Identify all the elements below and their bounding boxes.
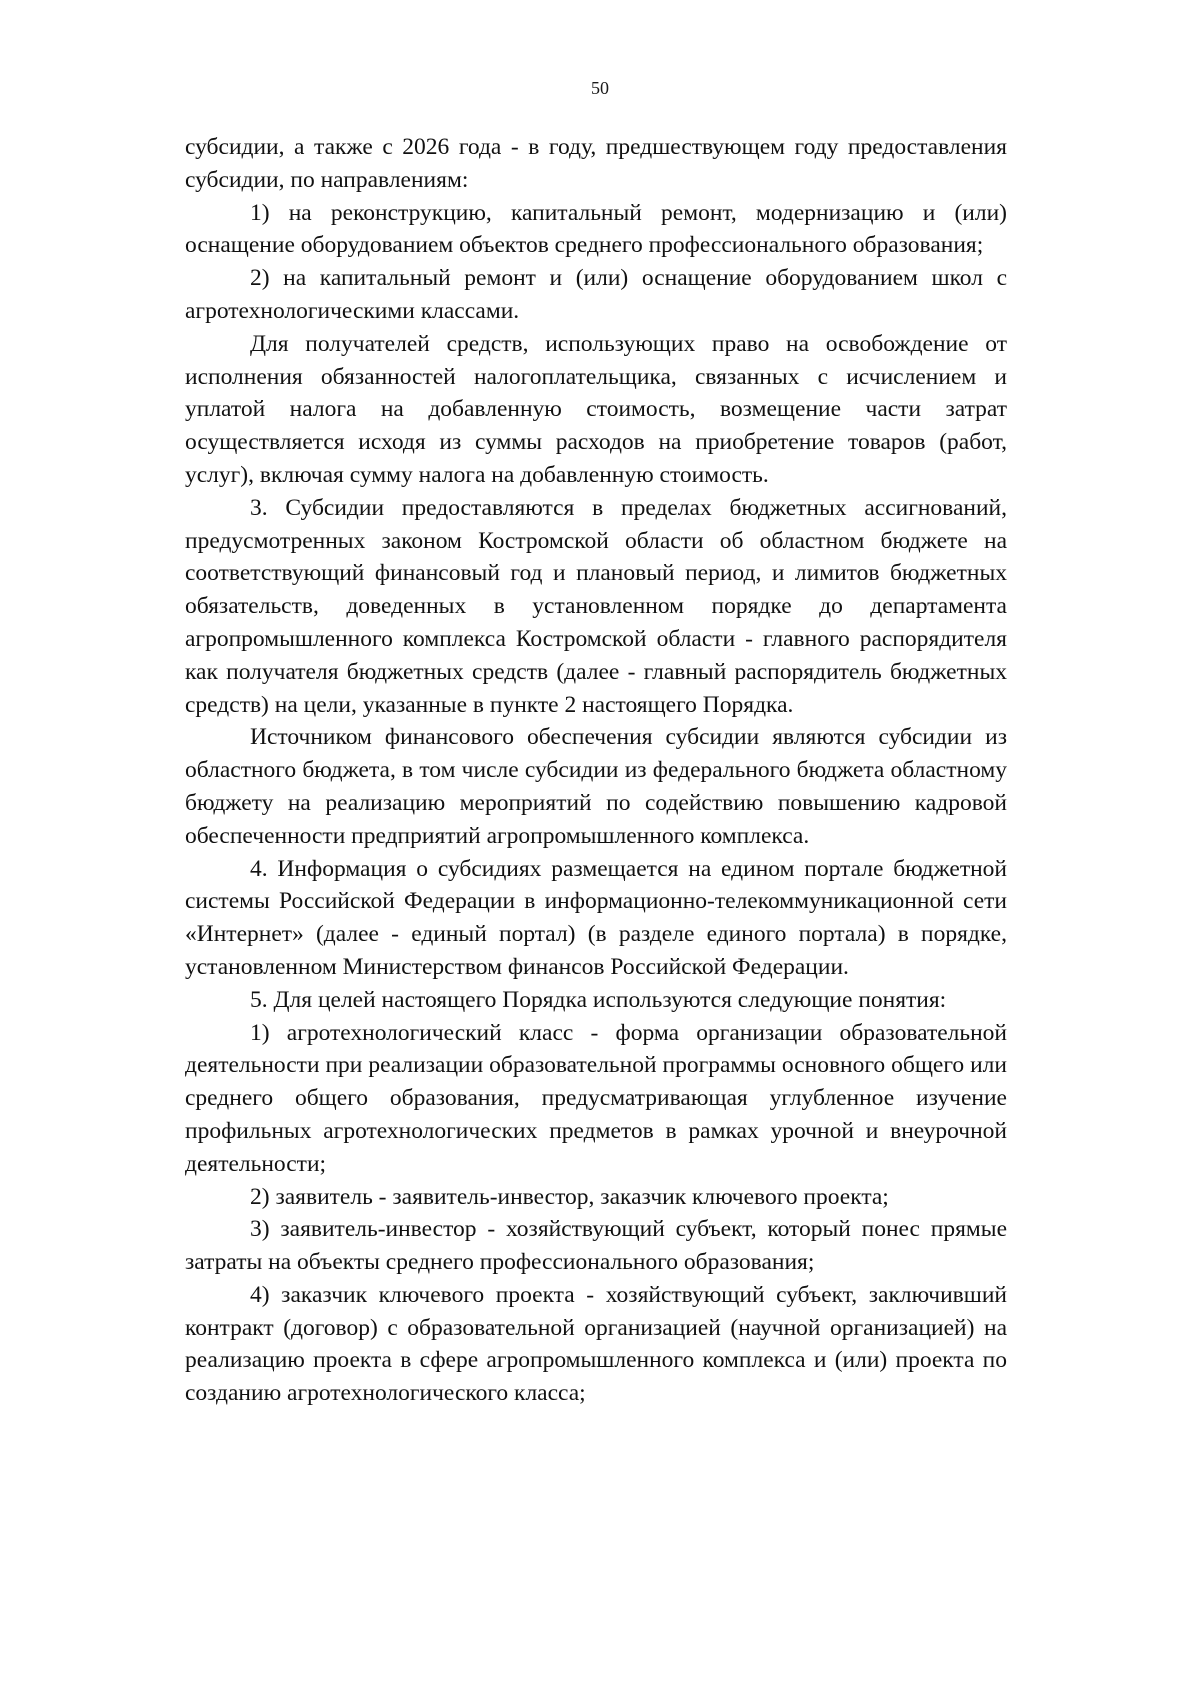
paragraph-funding-source: Источником финансового обеспечения субсидии являются субсидии из областного бюджета, в том числе субсидии из федерального бюджета областному бюджету на реализацию мероприятий по содействию повышению кадровой обеспеченности предприятий агропромышленного комплекса.: [185, 724, 1007, 849]
paragraph-direction-1: 1) на реконструкцию, капитальный ремонт, модернизацию и (или) оснащение оборудованием объектов среднего профессионального образования;: [185, 199, 1007, 259]
page-number: 50: [591, 78, 609, 98]
paragraph-vat-exemption: Для получателей средств, использующих право на освобождение от исполнения обязанностей налогоплательщика, связанных с исчислением и уплатой налога на добавленную стоимость, возмещение части затрат осуществляется исходя из суммы расходов на приобретение товаров (работ, услуг), включая сумму налога на добавленную стоимость.: [185, 330, 1007, 488]
document-body: [185, 131, 1007, 1410]
paragraph-clause-5: 5. Для целей настоящего Порядка используются следующие понятия:: [250, 986, 947, 1013]
paragraph-continuation: субсидии, а также с 2026 года - в году, предшествующем году предоставления субсидии, по направлениям:: [185, 134, 1007, 193]
definition-key-project-customer: 4) заказчик ключевого проекта - хозяйствующий субъект, заключивший контракт (договор) с образовательной организацией (научной организацией) на реализацию проекта в сфере агропромышленного комплекса и (или) проекта по созданию агротехнологического класса;: [185, 1281, 1007, 1407]
paragraph-direction-2: 2) на капитальный ремонт и (или) оснащение оборудованием школ с агротехнологическими классами.: [185, 265, 1007, 324]
definition-agrotech-class: 1) агротехнологический класс - форма организации образовательной деятельности при реализации образовательной программы основного общего или среднего общего образования, предусматривающая углубленное изучение профильных агротехнологических предметов в рамках урочной и внеурочной деятельности;: [185, 1019, 1007, 1177]
paragraph-clause-4: 4. Информация о субсидиях размещается на едином портале бюджетной системы Российской Федерации в информационно-телекоммуникационной сети «Интернет» (далее - единый портал) (в разделе единого портала) в порядке, установленном Министерством финансов Российской Федерации.: [185, 855, 1007, 980]
paragraph-clause-3: 3. Субсидии предоставляются в пределах бюджетных ассигнований, предусмотренных законом Костромской области об областном бюджете на соответствующий финансовый год и плановый период, и лимитов бюджетных обязательств, доведенных в установленном порядке до департамента агропромышленного комплекса Костромской области - главного распорядителя как получателя бюджетных средств (далее - главный распорядитель бюджетных средств) на цели, указанные в пункте 2 настоящего Порядка.: [185, 494, 1007, 718]
definition-applicant-investor: 3) заявитель-инвестор - хозяйствующий субъект, который понес прямые затраты на объекты среднего профессионального образования;: [185, 1216, 1007, 1276]
definition-applicant: 2) заявитель - заявитель-инвестор, заказчик ключевого проекта;: [250, 1183, 889, 1210]
